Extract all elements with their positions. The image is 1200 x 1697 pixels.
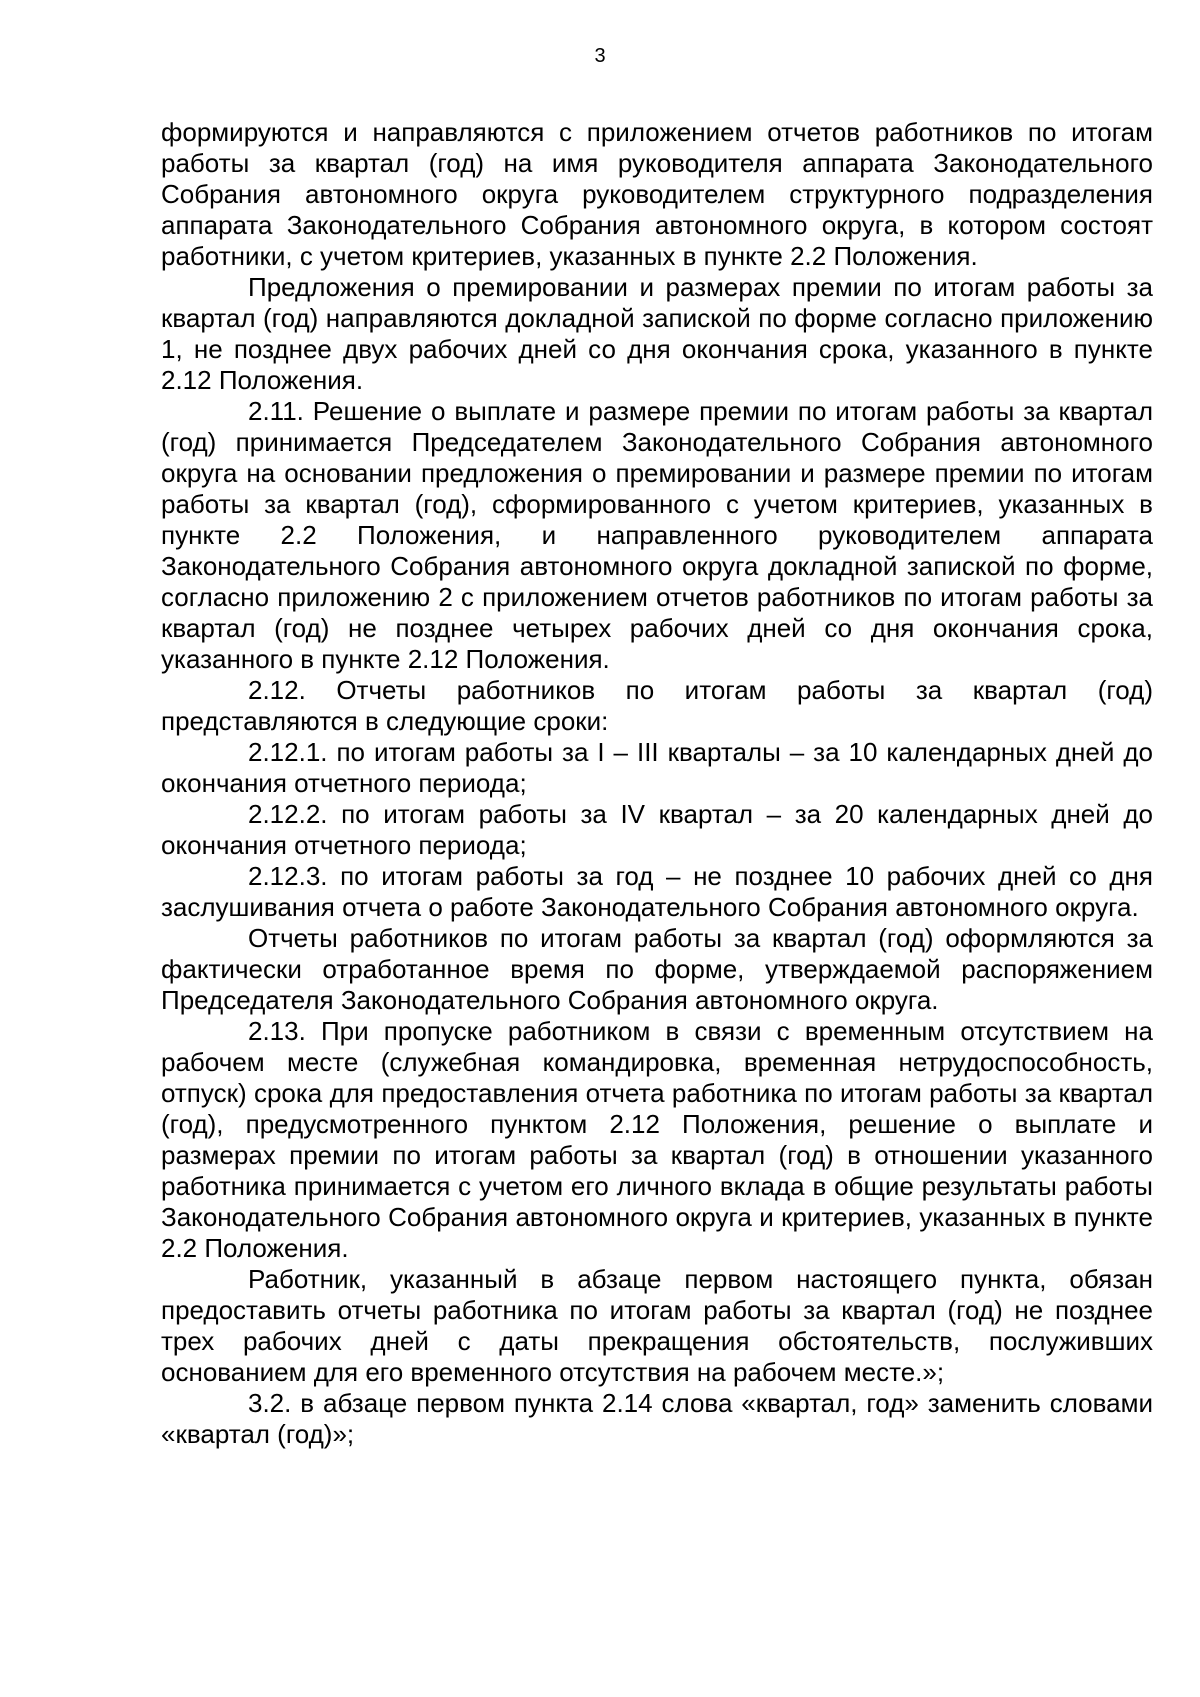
page-number: 3 bbox=[594, 45, 606, 67]
document-body bbox=[161, 117, 1153, 1450]
paragraph-reports-form: Отчеты работников по итогам работы за квартал (год) оформляются за фактически отработанное время по форме, утверждаемой распоряжением Председателя Законодательного Собрания автономного округа. bbox=[161, 923, 1153, 1015]
paragraph-2-12-2: 2.12.2. по итогам работы за IV квартал – за 20 календарных дней до окончания отчетного периода; bbox=[161, 799, 1153, 860]
paragraph-2-12-3: 2.12.3. по итогам работы за год – не позднее 10 рабочих дней со дня заслушивания отчета о работе Законодательного Собрания автономного округа. bbox=[161, 861, 1153, 922]
paragraph-2-11: 2.11. Решение о выплате и размере премии по итогам работы за квартал (год) принимается Председателем Законодательного Собрания автономного округа на основании предложения о премировании и размере премии по итогам работы за квартал (год), сформированного с учетом критериев, указанных в пункте 2.2 Положения, и направленного руководителем аппарата Законодательного Собрания автономного округа докладной запиской по форме, согласно приложению 2 с приложением отчетов работников по итогам работы за квартал (год) не позднее четырех рабочих дней со дня окончания срока, указанного в пункте 2.12 Положения. bbox=[161, 396, 1153, 674]
paragraph-proposals: Предложения о премировании и размерах премии по итогам работы за квартал (год) направляются докладной запиской по форме согласно приложению 1, не позднее двух рабочих дней со дня окончания срока, указанного в пункте 2.12 Положения. bbox=[161, 272, 1153, 395]
paragraph-employee-obligation: Работник, указанный в абзаце первом настоящего пункта, обязан предоставить отчеты работника по итогам работы за квартал (год) не позднее трех рабочих дней с даты прекращения обстоятельств, послуживших основанием для его временного отсутствия на рабочем месте.»; bbox=[161, 1264, 1153, 1387]
paragraph-2-12-1: 2.12.1. по итогам работы за I – III кварталы – за 10 календарных дней до окончания отчетного периода; bbox=[161, 737, 1153, 798]
paragraph-3-2: 3.2. в абзаце первом пункта 2.14 слова «квартал, год» заменить словами «квартал (год)»; bbox=[161, 1388, 1153, 1449]
paragraph-continuation: формируются и направляются с приложением отчетов работников по итогам работы за квартал (год) на имя руководителя аппарата Законодательного Собрания автономного округа руководителем структурного подразделения аппарата Законодательного Собрания автономного округа, в котором состоят работники, с учетом критериев, указанных в пункте 2.2 Положения. bbox=[161, 117, 1153, 271]
paragraph-2-12: 2.12. Отчеты работников по итогам работы за квартал (год) представляются в следующие сроки: bbox=[161, 675, 1153, 736]
paragraph-2-13: 2.13. При пропуске работником в связи с временным отсутствием на рабочем месте (служебная командировка, временная нетрудоспособность, отпуск) срока для предоставления отчета работника по итогам работы за квартал (год), предусмотренного пунктом 2.12 Положения, решение о выплате и размерах премии по итогам работы за квартал (год) в отношении указанного работника принимается с учетом его личного вклада в общие результаты работы Законодательного Собрания автономного округа и критериев, указанных в пункте 2.2 Положения. bbox=[161, 1016, 1153, 1263]
